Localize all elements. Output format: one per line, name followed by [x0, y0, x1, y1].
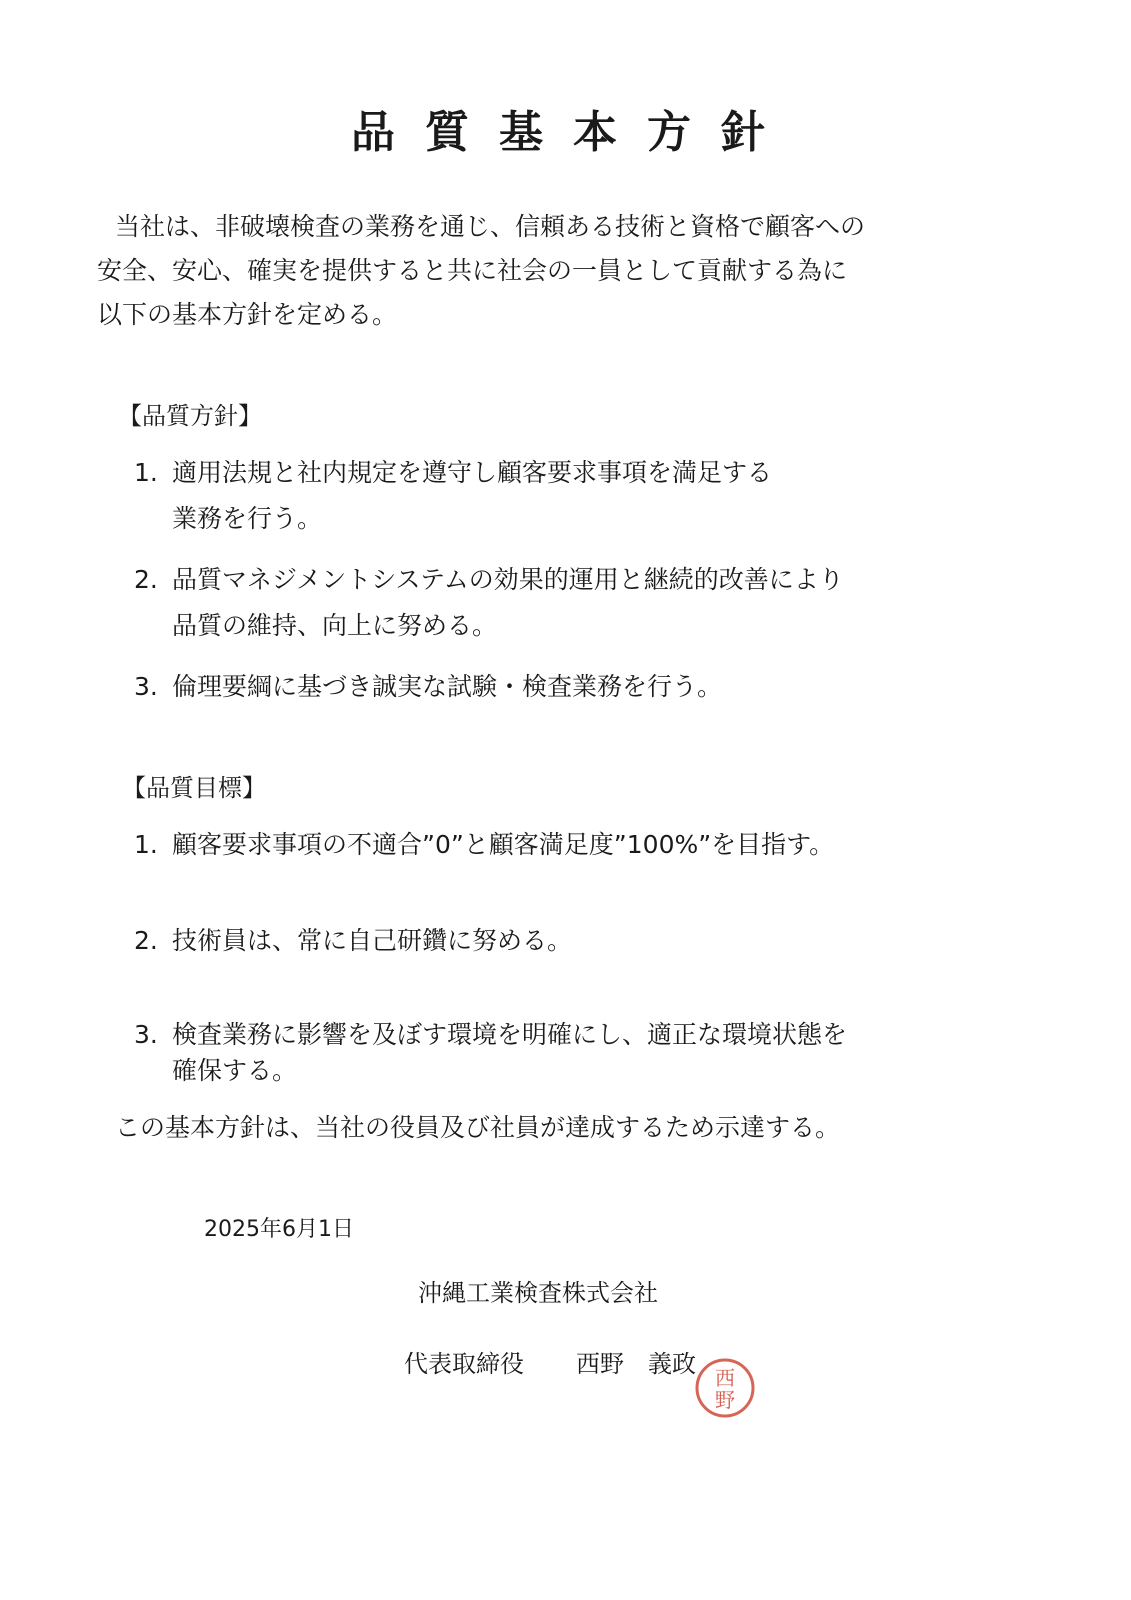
objective-item-number: 3. — [134, 1020, 158, 1049]
objective-item-text: 顧客要求事項の不適合”0”と顧客満足度”100%”を目指す。 — [172, 830, 835, 859]
svg-text:西: 西 — [715, 1366, 735, 1390]
objective-item-number: 2. — [134, 926, 158, 955]
issue-date: 2025年6月1日 — [204, 1217, 354, 1242]
objective-item-text: 検査業務に影響を及ぼす環境を明確にし、適正な環境状態を — [172, 1020, 848, 1049]
objectives-heading: 【品質目標】 — [122, 774, 266, 802]
policy-item-1 — [134, 450, 772, 496]
intro-line-1: 当社は、非破壊検査の業務を通じ、信頼ある技術と資格で顧客への — [115, 212, 866, 241]
personal-seal-stamp — [694, 1357, 756, 1419]
policy-item-1-cont: 業務を行う。 — [172, 504, 323, 533]
objective-item-1 — [134, 822, 834, 868]
policy-item-3 — [134, 664, 722, 710]
policy-item-text: 倫理要綱に基づき誠実な試験・検査業務を行う。 — [172, 672, 723, 701]
representative-title: 代表取締役 — [404, 1350, 524, 1378]
objective-item-3-cont: 確保する。 — [172, 1056, 298, 1085]
policy-item-number: 1. — [134, 458, 158, 487]
intro-line-3: 以下の基本方針を定める。 — [97, 300, 398, 329]
company-name: 沖縄工業検査株式会社 — [418, 1279, 658, 1307]
policy-item-2-cont: 品質の維持、向上に努める。 — [172, 611, 498, 640]
intro-line-2: 安全、安心、確実を提供すると共に社会の一員として貢献する為に — [97, 256, 848, 285]
objective-item-text: 技術員は、常に自己研鑽に努める。 — [172, 926, 573, 955]
objective-item-number: 1. — [134, 830, 158, 859]
svg-text:野: 野 — [715, 1388, 735, 1412]
representative-name: 西野 義政 — [576, 1350, 696, 1378]
objective-item-2 — [134, 918, 572, 964]
policy-item-text: 適用法規と社内規定を遵守し顧客要求事項を満足する — [172, 458, 773, 487]
policy-item-number: 2. — [134, 565, 158, 594]
policy-item-number: 3. — [134, 672, 158, 701]
document-title: 品質基本方針 — [351, 107, 795, 158]
policy-heading: 【品質方針】 — [118, 402, 262, 430]
seal-graphic — [694, 1357, 756, 1419]
policy-item-2 — [134, 557, 844, 603]
policy-item-text: 品質マネジメントシステムの効果的運用と継続的改善により — [172, 565, 844, 594]
closing-statement: この基本方針は、当社の役員及び社員が達成するため示達する。 — [115, 1113, 841, 1142]
